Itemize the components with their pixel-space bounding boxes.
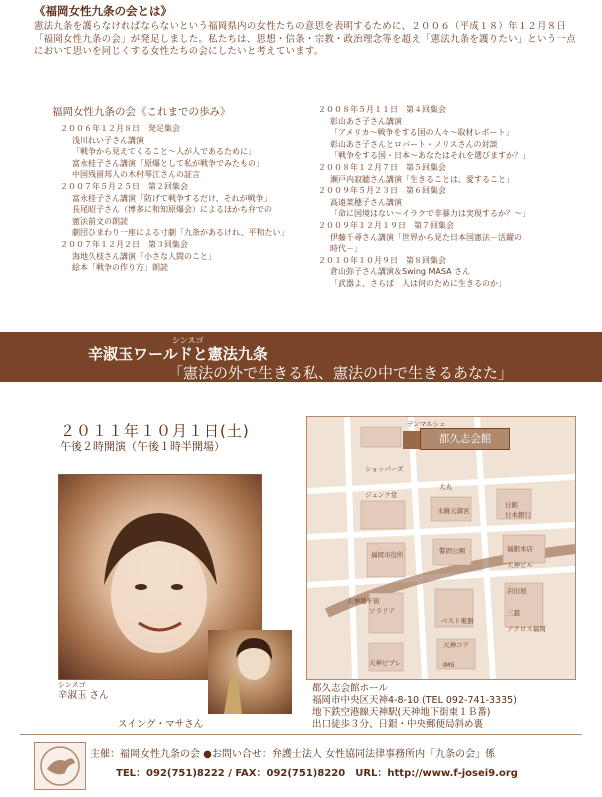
venue-access-1: 地下鉄空港線天神駅(天神地下街東１Ｂ番) [312, 707, 491, 718]
map-label: ジュンク堂 [365, 491, 398, 499]
history-entry: 富永桂子さん講演「防げて戦争するだけ、それが戦争」 [72, 193, 272, 203]
map-label: 福銀本店 [507, 545, 533, 553]
map-label: デンマルシェ [407, 420, 446, 428]
history-entry: 海地久枝さん講演「小さな人間のこと」 [72, 251, 216, 261]
history-entry: 倉山弥子さん講演＆Swing MASA さん [330, 267, 471, 277]
map-label: 天神地下街 [347, 597, 380, 605]
map-label: 岩田屋 [507, 587, 527, 595]
history-entry: 「戦争から見えてくること～人が人であるために」 [72, 147, 256, 157]
history-entry: ２００８年５月１１日 第４回集会 [318, 105, 446, 114]
banner-title: 辛淑玉ワールドと憲法九条 [88, 345, 268, 363]
musician-caption: スイング・マサさん [118, 719, 204, 730]
footer-organizer: 主催：福岡女性九条の会 ●お問い合せ：弁護士法人 女性協同法律事務所内「九条の会」係 [90, 749, 496, 760]
history-entry: 瀬戸内寂聴さん講演「生きることは、愛すること」 [330, 174, 514, 184]
footer-divider [20, 734, 582, 735]
history-entry: 彰山あさ子さん講演 [330, 116, 402, 126]
history-entry: 「アメリカ～戦争をする国の人々～取材レポート」 [330, 128, 514, 138]
banner-subtitle: 「憲法の外で生きる私、憲法の中で生きるあなた」 [168, 364, 514, 382]
history-title: 福岡女性九条の会《これまでの歩み》 [52, 106, 231, 118]
map-label: 警固公園 [439, 547, 465, 555]
history-entry: 憲法前文の朗読 [72, 216, 128, 226]
about-body: 憲法九条を護らなければならないという福岡県内の女性たちの意思を表明するために、２００６（平成１８）年１２月８日「福岡女性九条の会」が発足しました。私たちは、思想・信条・宗教・政治理念等を超え「憲法九条を護りたい」という一点において思いを同じくする女性たちの会にしたいと考えています。 [34, 21, 576, 57]
speaker-ruby: シンスゴ [58, 681, 86, 689]
history-entry: ２００７年１２月２日 第３回集会 [60, 239, 188, 249]
event-time: 午後２時開演（午後１時半開場） [60, 440, 225, 453]
venue-info [312, 683, 517, 731]
history-entry: 富永桂子さん講演「原爆として私が戦争でみたもの」 [72, 158, 264, 168]
speaker-caption: 辛淑玉 さん [58, 690, 109, 701]
event-date: ２０１１年１０月１日(土) [60, 422, 250, 440]
venue-map [306, 416, 576, 680]
map-label: 三越 [507, 609, 520, 617]
map-label: 日銀 [505, 501, 518, 509]
map-label: ショッパーズ [365, 465, 404, 473]
venue-access-2: 出口徒歩３分、日銀・中央郵便局斜め裏 [312, 719, 484, 730]
map-label: ベスト電器 [441, 617, 474, 625]
banner-ruby: シンスゴ [172, 336, 204, 345]
map-label: IMS [443, 661, 455, 669]
history-entry: 「戦争をする国・日本～あなたはそれを選びますか？」 [330, 151, 530, 161]
map-roads [307, 417, 575, 679]
map-venue-label: 都久志会館 [420, 428, 510, 450]
map-label: 福岡市役所 [371, 551, 404, 559]
map-label: ソラリア [369, 607, 395, 615]
history-entry: 浅川れい子さん講演 [72, 135, 144, 145]
history-entry: ２００８年１２月７日 第５回集会 [318, 162, 446, 172]
footer-contact: TEL：092(751)8222 / FAX：092(751)8220 URL：http://www.f-josei9.org [116, 768, 518, 779]
venue-address: 福岡市中央区天神4-8-10 (TEL 092-741-3335) [312, 695, 517, 706]
saxophone-player-icon [208, 630, 292, 714]
org-logo [34, 742, 86, 790]
history-entry: ２００９年１２月１９日 第７回集会 [318, 220, 454, 230]
map-label: 大丸 [439, 483, 452, 491]
map-label: 天神ビブレ [369, 659, 402, 667]
history-entry: ２００９年５月２３日 第６回集会 [318, 186, 446, 196]
history-entry: 高遠菜穂子さん講演 [330, 197, 402, 207]
history-entry: 時代－」 [330, 244, 362, 254]
venue-name: 都久志会館ホール [312, 683, 388, 694]
history-entry: 絵本「戦争の作り方」朗読 [72, 263, 168, 273]
history-right-list [318, 104, 530, 290]
map-label: アクロス福岡 [507, 625, 546, 633]
map-label: 日本銀行 [505, 511, 531, 519]
history-entry: ２００６年１２月８日 発足集会 [60, 124, 180, 133]
history-entry: 彰山あさ子さんとロバート・ノリスさんの対談 [330, 139, 498, 149]
history-entry: 「命に国境はない～イラクで非暴力は実現するか？～」 [330, 209, 530, 219]
dove-logo-icon [35, 743, 85, 789]
about-title: 《福岡女性九条の会とは》 [34, 4, 172, 18]
history-entry: 「武器よ、さらば 人は何のために生きるのか」 [330, 278, 506, 288]
history-entry: 劇団ひまわり一座による寸劇「九条があるけれ、平和たい」 [72, 228, 289, 238]
history-entry: ２００７年５月２５日 第２回集会 [60, 181, 188, 191]
history-left-list [60, 123, 288, 274]
history-entry: 長尾昭子さん（博多に和知原爆会）によるほかち弁での [72, 205, 272, 215]
map-label: 水鏡天満宮 [437, 507, 470, 515]
map-label: 天神コア [443, 641, 469, 649]
history-entry: 中国残留邦人の木村琴江さんの証言 [72, 170, 200, 180]
musician-photo [208, 630, 292, 714]
history-entry: 伊藤千尋さん講演「世界から見た日本国憲法－活躍の [330, 232, 522, 242]
history-entry: ２０１０年１０月９日 第８回集会 [318, 255, 446, 265]
map-label: 天神ビル [507, 561, 533, 569]
